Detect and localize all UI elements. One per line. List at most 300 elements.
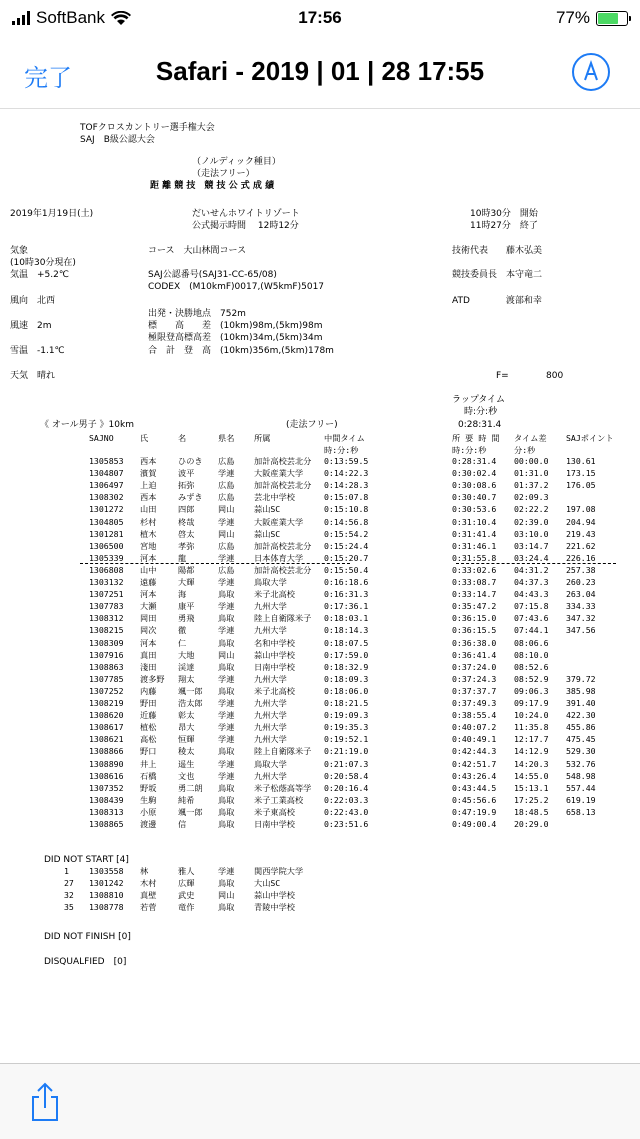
cell: 0:43:26.4 (452, 770, 497, 781)
cell: 0:37:37.7 (452, 685, 497, 696)
cell: 0:30:08.6 (452, 480, 497, 491)
cell: 0:21:19.0 (324, 746, 369, 757)
cell: 中間タイム (324, 433, 365, 443)
cell: 0:23:51.6 (324, 819, 369, 829)
cell: 1301281 (89, 528, 124, 539)
cell: 02:22.2 (514, 504, 549, 515)
cell: 0:42:44.3 (452, 746, 497, 757)
cell: 04:37.3 (514, 577, 549, 587)
start-finish-altitude: 出発・決勝地点 752m (148, 309, 246, 319)
cell: 226.16 (566, 552, 596, 563)
cell: 学連 (218, 722, 235, 733)
cell: 稜太 (178, 746, 195, 757)
codex: CODEX (M10kmF)0017,(W5kmF)5017 (148, 282, 325, 292)
weather-time: (10時30分現在) (10, 258, 76, 268)
share-icon (30, 1082, 60, 1122)
cell: 蒜山中学校 (254, 649, 295, 660)
cell: 植松 (140, 722, 157, 733)
cell: 01:31.0 (514, 468, 549, 479)
cell: 学連 (218, 552, 235, 563)
cell: 九州大学 (254, 698, 287, 708)
cell: 岡山 (218, 504, 235, 515)
cell: 0:14:22.3 (324, 468, 369, 479)
cell: 0:37:49.3 (452, 698, 497, 708)
category: 《 オール男子 》10km (40, 420, 134, 430)
cell: 鳥取 (218, 637, 235, 648)
total-climb: 合 計 登 高 (10km)356m,(5km)178m (148, 346, 334, 356)
doc-title: 距 離 競 技 競 技 公 式 成 績 (150, 181, 275, 191)
cell: 1304807 (89, 468, 124, 479)
cell: 532.76 (566, 758, 596, 769)
cell: 拓弥 (178, 480, 195, 491)
cell: 大山SC (254, 878, 281, 888)
cell: 35 (64, 902, 74, 912)
cell: 1307785 (89, 673, 124, 684)
cell: 1301272 (89, 504, 124, 515)
dsq-title: DISQUALFIED [0] (44, 957, 127, 967)
cell: 渡多野 (140, 673, 165, 684)
doc-header-1: TOFクロスカントリー選手権大会 (80, 123, 215, 133)
cell: 信 (178, 819, 187, 829)
dnf-title: DID NOT FINISH [0] (44, 932, 131, 942)
lap-time-value: 0:28:31.4 (458, 420, 502, 430)
cell: 08:52.6 (514, 661, 549, 672)
cell: 近藤 (140, 710, 157, 721)
cell: タイム差 (514, 433, 547, 443)
cell: 1307251 (89, 589, 124, 600)
cell: 学連 (218, 577, 235, 587)
cell: 0:13:59.5 (324, 456, 369, 466)
cell: 0:14:28.3 (324, 480, 369, 491)
cell: 加計高校芸北分 (254, 564, 312, 575)
cell: 仁 (178, 637, 187, 648)
cell: 1 (64, 866, 69, 876)
cell: 芸北中学校 (254, 492, 295, 503)
cell: SAJポイント (566, 433, 614, 443)
cell: 河本 (140, 589, 157, 600)
cell: 0:47:19.9 (452, 806, 497, 817)
cell: 淺田 (140, 661, 157, 672)
cell: 0:18:09.3 (324, 673, 369, 684)
cell: 波平 (178, 468, 195, 479)
cell: 広島 (218, 564, 235, 575)
cell: 1308219 (89, 698, 124, 708)
cell: 鳥取 (218, 746, 235, 757)
cell: 孝弥 (178, 540, 195, 551)
cell: 130.61 (566, 456, 596, 466)
cell: 07:43.6 (514, 613, 549, 624)
cell: 海 (178, 589, 187, 600)
cell: 鳥取大学 (254, 758, 287, 769)
snow-temperature: 雪温 -1.1℃ (10, 346, 65, 356)
cell: 0:22:43.0 (324, 806, 369, 817)
cell: 09:06.3 (514, 685, 549, 696)
cell: 08:52.9 (514, 673, 549, 684)
cell: 河本 (140, 552, 157, 563)
bottom-toolbar (0, 1063, 640, 1139)
cell: 彰太 (178, 710, 195, 721)
wind-speed: 風速 2m (10, 321, 52, 331)
cell: 学連 (218, 673, 235, 684)
f-factor-label: F= (496, 371, 509, 381)
cell: 07:15.8 (514, 601, 549, 612)
cell: 植木 (140, 528, 157, 539)
clock: 17:56 (298, 8, 342, 27)
cell: 米子松蔭高等学 (254, 782, 312, 793)
cell: 学連 (218, 516, 235, 527)
cell: 0:43:44.5 (452, 782, 497, 793)
cell: みずき (178, 492, 203, 503)
max-climb: 極限登高標高差 (10km)34m,(5km)34m (148, 333, 323, 343)
cell: 渓達 (178, 661, 195, 672)
cell: 1305853 (89, 456, 124, 466)
height-difference: 標 高 差 (10km)98m,(5km)98m (148, 321, 323, 331)
cell: 鳥取 (218, 613, 235, 624)
venue: だいせんホワイトリゾート (192, 209, 300, 219)
cell: 氏 (140, 433, 149, 443)
cell: 0:33:08.7 (452, 577, 497, 587)
cell: 野田 (140, 698, 157, 708)
cell: SAJNO (89, 433, 114, 443)
cell: 0:45:56.6 (452, 794, 497, 805)
cell: 197.08 (566, 504, 596, 515)
cell: 0:33:02.6 (452, 564, 497, 575)
cell: 日南中学校 (254, 661, 295, 672)
cell: 0:31:55.8 (452, 552, 497, 563)
cell: 557.44 (566, 782, 596, 793)
cell: 385.98 (566, 685, 596, 696)
cell: 260.23 (566, 577, 596, 587)
cell: 鳥取 (218, 685, 235, 696)
cell: 学連 (218, 625, 235, 636)
cell: 1308863 (89, 661, 124, 672)
doc-header-2: SAJ B級公認大会 (80, 135, 155, 145)
cell: 0:49:00.4 (452, 819, 497, 829)
cell: 柊哉 (178, 516, 195, 527)
cell: 九州大学 (254, 722, 287, 733)
cell: 颯一郎 (178, 685, 203, 696)
status-bar (0, 0, 640, 38)
cell: 九州大学 (254, 770, 287, 781)
cell: 四郎 (178, 504, 195, 515)
cell: 龍 (178, 552, 187, 563)
cell: 1307916 (89, 649, 124, 660)
cell: 学連 (218, 758, 235, 769)
cell: 宮地 (140, 540, 157, 551)
cell: 康平 (178, 601, 195, 612)
cell: 1304805 (89, 516, 124, 527)
share-button[interactable] (30, 1082, 60, 1126)
event-category: （ノルディック種目） (192, 157, 281, 167)
cell: 岡田 (140, 613, 157, 624)
cell: 岡山 (218, 649, 235, 660)
cell: 10:24.0 (514, 710, 549, 721)
cell: 純希 (178, 794, 195, 805)
cell: 32 (64, 890, 74, 900)
cell: 0:18:07.5 (324, 637, 369, 648)
cell: 啓太 (178, 528, 195, 539)
cell: 岡次 (140, 625, 157, 636)
cell: 0:36:15.5 (452, 625, 497, 636)
cell: 0:15:54.2 (324, 528, 369, 539)
cell: 00:00.0 (514, 456, 549, 466)
markup-pen-icon (574, 55, 608, 89)
cell: 上迫 (140, 480, 157, 491)
cell: 広島 (218, 456, 235, 466)
cell: 陸上自衛隊米子 (254, 613, 312, 624)
cell: 九州大学 (254, 734, 287, 745)
cell: 0:28:31.4 (452, 456, 497, 466)
cell: 0:33:14.7 (452, 589, 497, 600)
cell: 1301242 (89, 878, 124, 888)
cell: 大瀬 (140, 601, 157, 612)
start-time: 10時30分 開始 (470, 209, 538, 219)
cell: 所 要 時 間 (452, 433, 500, 443)
cell: 野坂 (140, 782, 157, 793)
cell: 勇飛 (178, 613, 195, 624)
cell: 1308617 (89, 722, 124, 733)
cell: 時:分:秒 (324, 445, 359, 455)
cell: 347.32 (566, 613, 596, 624)
cell: 1307252 (89, 685, 124, 696)
cell: 176.05 (566, 480, 596, 491)
cell: 名 (178, 433, 187, 443)
cell: 鳥取 (218, 902, 235, 912)
cell: 02:09.3 (514, 492, 549, 503)
cell: 03:14.7 (514, 540, 549, 551)
battery-level (598, 13, 618, 24)
cell: 11:35.8 (514, 722, 549, 733)
dns-title: DID NOT START [4] (44, 855, 129, 865)
cell: 0:40:49.1 (452, 734, 497, 745)
cell: 真壁 (140, 890, 157, 900)
cell: 大阪産業大学 (254, 516, 304, 527)
cell: 27 (64, 878, 74, 888)
cell: 08:06.6 (514, 637, 549, 648)
cell: 米子東高校 (254, 806, 295, 817)
cell: 所属 (254, 433, 271, 443)
cell: 西本 (140, 456, 157, 466)
cell: 379.72 (566, 673, 596, 684)
carrier-name: SoftBank (36, 8, 105, 27)
cell: 04:43.3 (514, 589, 549, 600)
cell: 18:48.5 (514, 806, 549, 817)
cell: 広島 (218, 540, 235, 551)
cell: 蒜山中学校 (254, 890, 295, 900)
cell: 時:分:秒 (452, 445, 487, 455)
cell: 学連 (218, 698, 235, 708)
cell: 西本 (140, 492, 157, 503)
cell: 219.43 (566, 528, 596, 539)
cell: 0:42:51.7 (452, 758, 497, 769)
cell: 1308215 (89, 625, 124, 636)
wind-direction: 風向 北西 (10, 296, 56, 306)
cell: 0:18:14.3 (324, 625, 369, 636)
cell: 鳥取 (218, 589, 235, 600)
lap-time-label: ラップタイム (452, 395, 506, 405)
cell: 井上 (140, 758, 157, 769)
cell: 15:13.1 (514, 782, 549, 793)
cell: 岡山 (218, 890, 235, 900)
cell: 0:31:46.1 (452, 540, 497, 551)
cell: 分:秒 (514, 445, 536, 455)
f-factor-value: 800 (546, 371, 564, 381)
cell: ひのき (178, 456, 203, 466)
cell: 鳥取 (218, 806, 235, 817)
cell: 山田 (140, 504, 157, 515)
technical-delegate: 技術代表 藤木弘美 (452, 246, 543, 256)
cell: 0:35:47.2 (452, 601, 497, 612)
cell: 475.45 (566, 734, 596, 745)
cell: 1308309 (89, 637, 124, 648)
cell: 1308778 (89, 902, 124, 912)
cell: 武史 (178, 890, 195, 900)
cell: 遠藤 (140, 577, 157, 587)
cell: 02:39.0 (514, 516, 549, 527)
posted-time: 公式掲示時間 12時12分 (192, 221, 299, 231)
cell: 1303132 (89, 577, 124, 587)
cell: 0:16:18.6 (324, 577, 369, 587)
cell: 竜作 (178, 902, 195, 912)
cell: 0:38:55.4 (452, 710, 497, 721)
cell: 0:30:53.6 (452, 504, 497, 515)
cell: 1306500 (89, 540, 124, 551)
cell: 0:36:15.0 (452, 613, 497, 624)
cell: 広島 (218, 480, 235, 491)
cell: 334.33 (566, 601, 596, 612)
markup-button[interactable] (572, 53, 610, 91)
cell: 1306497 (89, 480, 124, 491)
cell: 03:10.0 (514, 528, 549, 539)
cell: 九州大学 (254, 601, 287, 612)
cell: 学連 (218, 866, 235, 876)
cell: 大輝 (178, 577, 195, 587)
cell: 548.98 (566, 770, 596, 781)
cell: 浩太郎 (178, 698, 203, 708)
cell: 0:31:41.4 (452, 528, 497, 539)
cell: 米子北高校 (254, 685, 295, 696)
cell: 真田 (140, 649, 157, 660)
cell: 0:15:50.4 (324, 564, 369, 575)
cell: 0:20:58.4 (324, 770, 369, 781)
cell: 01:37.2 (514, 480, 549, 491)
lap-time-unit: 時:分:秒 (464, 407, 498, 417)
cell: 14:12.9 (514, 746, 549, 757)
cell: 青陵中学校 (254, 902, 295, 912)
cell: 1307352 (89, 782, 124, 793)
cell: 0:15:07.8 (324, 492, 369, 503)
cell: 0:18:06.0 (324, 685, 369, 696)
cell: 0:18:32.9 (324, 661, 369, 672)
cell: 内藤 (140, 685, 157, 696)
cell: 遥生 (178, 758, 195, 769)
cell: 0:14:56.8 (324, 516, 369, 527)
cell: 学連 (218, 734, 235, 745)
cell: 14:20.3 (514, 758, 549, 769)
cell: 04:31.2 (514, 564, 549, 575)
cell: 生駒 (140, 794, 157, 805)
cell: 河本 (140, 637, 157, 648)
cell: 学連 (218, 770, 235, 781)
cell: 文也 (178, 770, 195, 781)
cell: 岡山 (218, 528, 235, 539)
cell: 鳥取 (218, 819, 235, 829)
cell: 09:17.9 (514, 698, 549, 708)
cell: 渡邊 (140, 819, 157, 829)
cell: 学連 (218, 710, 235, 721)
battery-percent: 77% (555, 8, 590, 27)
cell: 鳥取 (218, 661, 235, 672)
cell: 加計高校芸北分 (254, 456, 312, 466)
cell: 257.38 (566, 564, 596, 575)
cell: 1308439 (89, 794, 124, 805)
cell: 濱賀 (140, 468, 157, 479)
cell: 0:30:02.4 (452, 468, 497, 479)
cell: 九州大学 (254, 673, 287, 684)
saj-number: SAJ公認番号(SAJ31-CC-65/08) (148, 270, 277, 280)
cell: 山中 (140, 564, 157, 575)
cell: 県名 (218, 433, 235, 443)
cell: 鳥取 (218, 782, 235, 793)
cell: 学連 (218, 468, 235, 479)
cell: 1305339 (89, 552, 124, 563)
cell: 03:24.4 (514, 552, 549, 563)
cell: 17:25.2 (514, 794, 549, 805)
battery-icon (596, 11, 628, 26)
cell: 野口 (140, 746, 157, 757)
page-title: Safari - 2019 | 01 | 28 17:55 (155, 56, 485, 86)
cell: 08:10.0 (514, 649, 549, 660)
cell: 雅人 (178, 866, 195, 876)
cell: 07:44.1 (514, 625, 549, 636)
cell: 1303558 (89, 866, 124, 876)
cell: 九州大学 (254, 710, 287, 721)
cell: 12:17.7 (514, 734, 549, 745)
cell: 昂大 (178, 722, 195, 733)
cell: 1308620 (89, 710, 124, 721)
course: コース 大山林間コース (148, 246, 247, 256)
cell: 広輝 (178, 878, 195, 888)
race-date: 2019年1月19日(土) (10, 209, 94, 219)
cell: 0:36:38.0 (452, 637, 497, 648)
cell: 0:19:52.1 (324, 734, 369, 745)
cell: 小原 (140, 806, 157, 817)
cell: 大地 (178, 649, 195, 660)
cell: 0:16:31.3 (324, 589, 369, 600)
cell: 翔太 (178, 673, 195, 684)
cell: 0:15:24.4 (324, 540, 369, 551)
cell: 杉村 (140, 516, 157, 527)
battery-area (556, 8, 628, 28)
cell: 347.56 (566, 625, 596, 636)
cell: 0:20:16.4 (324, 782, 369, 793)
cell: 鳥取 (218, 878, 235, 888)
cell: 0:21:07.3 (324, 758, 369, 769)
cell: 173.15 (566, 468, 596, 479)
cell: 1308616 (89, 770, 124, 781)
cell: 加計高校芸北分 (254, 480, 312, 491)
cell: 木村 (140, 878, 157, 888)
cell: 林 (140, 866, 149, 876)
done-button[interactable]: 完了 (24, 64, 72, 92)
cell: 蒜山SC (254, 528, 281, 539)
sky-condition: 天気 晴れ (10, 371, 56, 381)
chief-of-competition: 競技委員長 本守竜二 (452, 270, 543, 280)
cell: 0:19:35.3 (324, 722, 369, 733)
cell: 颯一郎 (178, 806, 203, 817)
cell: 204.94 (566, 516, 596, 527)
cell: 徹 (178, 625, 187, 636)
